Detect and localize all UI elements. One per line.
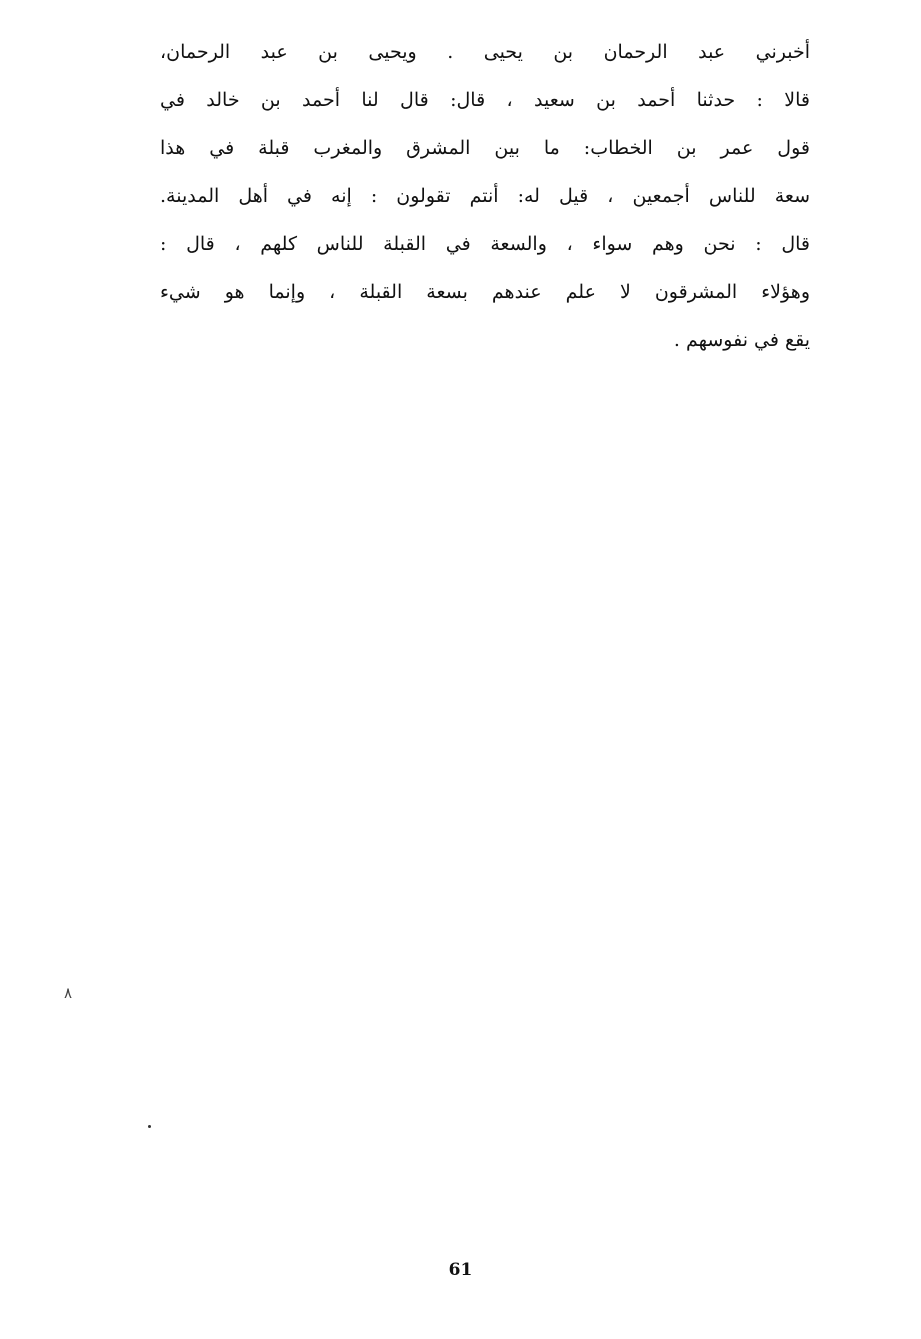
text-line: سعة للناس أجمعين ، قيل له: أنتم تقولون : إنه في أهل المدينة.	[160, 185, 810, 207]
margin-mark: ٨	[64, 984, 73, 1002]
body-text	[160, 28, 810, 364]
text-line: وهؤلاء المشرقون لا علم عندهم بسعة القبلة ، وإنما هو شيء	[160, 281, 810, 303]
scan-speck	[148, 1125, 151, 1128]
text-line: أخبرني عبد الرحمان بن يحيى . ويحيى بن عبد الرحمان،	[160, 41, 810, 63]
text-line: قالا : حدثنا أحمد بن سعيد ، قال: قال لنا أحمد بن خالد في	[160, 89, 810, 111]
page-number: 61	[448, 1260, 473, 1280]
text-line: قال : نحن وهم سواء ، والسعة في القبلة للناس كلهم ، قال :	[160, 233, 810, 255]
text-line: قول عمر بن الخطاب: ما بين المشرق والمغرب قبلة في هذا	[160, 137, 810, 159]
text-line: يقع في نفوسهم .	[673, 329, 810, 351]
